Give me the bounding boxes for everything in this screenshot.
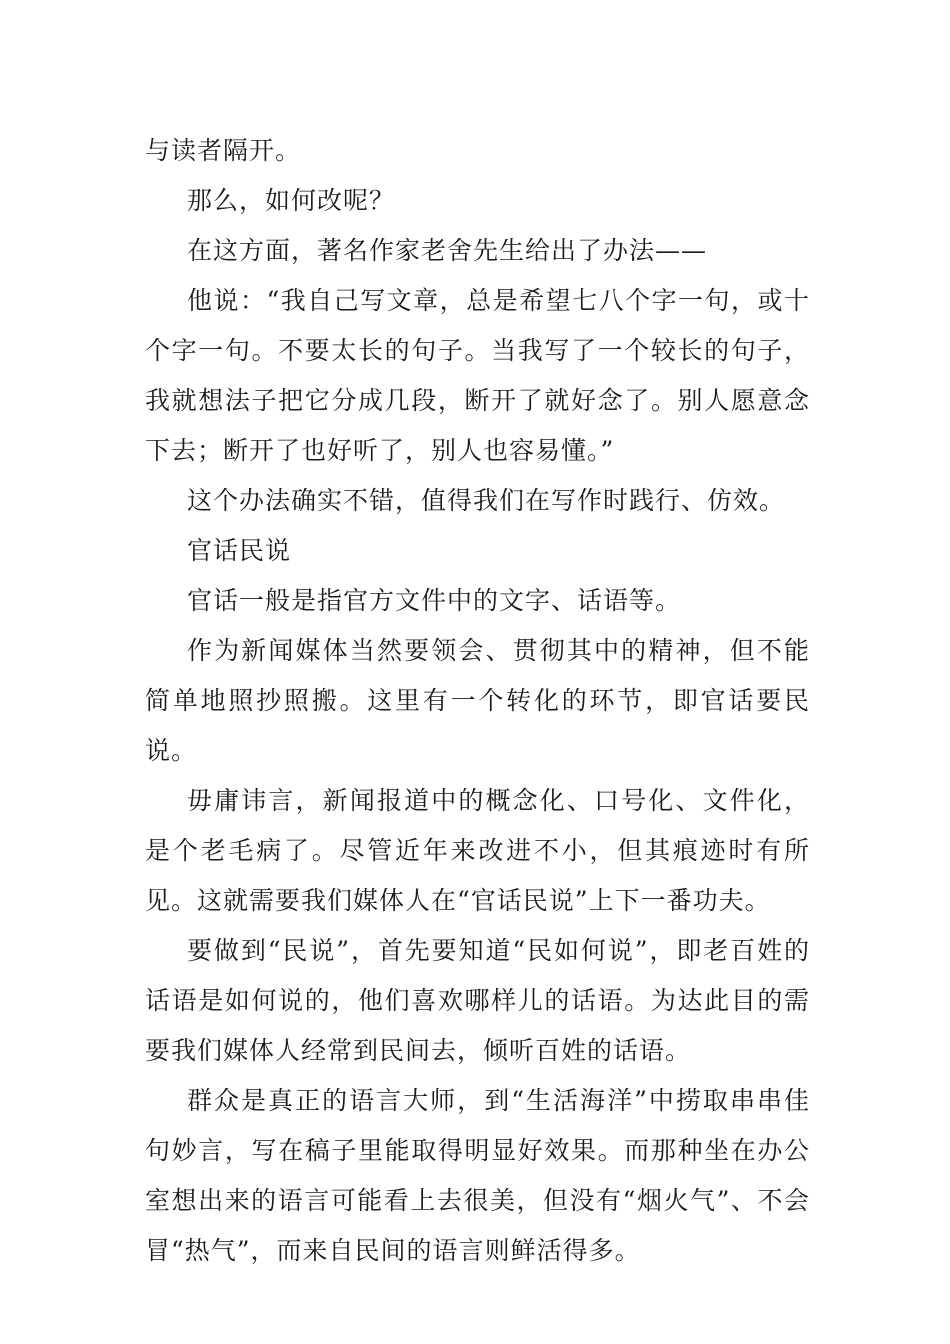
paragraph: 那么，如何改呢？ <box>187 186 396 215</box>
paragraph: 这个办法确实不错，值得我们在写作时践行、仿效。 <box>187 486 786 515</box>
paragraph: 与读者隔开。 <box>145 136 302 165</box>
paragraph: 要做到“民说”，首先要知道“民如何说”，即老百姓的话语是如何说的，他们喜欢哪样儿的话语。为达此目的需要我们媒体人经常到民间去，倾听百姓的话语。 <box>145 936 810 1065</box>
document-body <box>145 126 810 1276</box>
paragraph: 作为新闻媒体当然要领会、贯彻其中的精神，但不能简单地照抄照搬。这里有一个转化的环节，即官话要民说。 <box>145 636 810 765</box>
paragraph: 官话一般是指官方文件中的文字、话语等。 <box>187 586 682 615</box>
paragraph: 群众是真正的语言大师，到“生活海洋”中捞取串串佳句妙言，写在稿子里能取得明显好效果。而那种坐在办公室想出来的语言可能看上去很美，但没有“烟火气”、不会冒“热气”，而来自民间的语言则鲜活得多。 <box>145 1086 810 1265</box>
paragraph: 毋庸讳言，新闻报道中的概念化、口号化、文件化，是个老毛病了。尽管近年来改进不小，但其痕迹时有所见。这就需要我们媒体人在“官话民说”上下一番功夫。 <box>145 786 810 915</box>
paragraph: 在这方面，著名作家老舍先生给出了办法—— <box>187 236 708 265</box>
section-heading: 官话民说 <box>187 536 292 565</box>
paragraph: 他说：“我自己写文章，总是希望七八个字一句，或十个字一句。不要太长的句子。当我写了一个较长的句子，我就想法子把它分成几段，断开了就好念了。别人愿意念下去；断开了也好听了，别人也容易懂。” <box>145 286 810 465</box>
